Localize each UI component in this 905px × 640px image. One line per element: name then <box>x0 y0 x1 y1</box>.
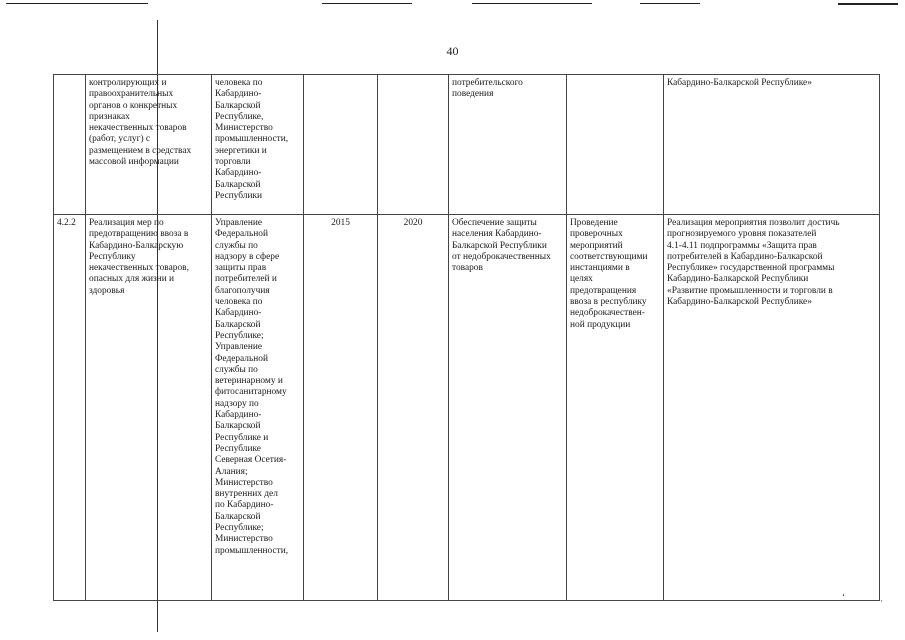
scan-rule-right <box>640 3 700 4</box>
cell-end-year <box>378 75 449 215</box>
cell-link: Кабардино-Балкарской Республике» <box>664 75 880 215</box>
scan-mark: ʻ <box>842 592 845 602</box>
cell-measure: Реализация мер по предотвращению ввоза в Кабардино-Балкарскую Республику некачественных товаров, опасных для жизни и здоровья <box>86 215 212 601</box>
cell-start-year <box>304 75 378 215</box>
page-number: 40 <box>446 44 459 58</box>
cell-mechanism: Проведение проверочных мероприятий соответствующими инстанциями в целях предотвращения ввоза в республику недоброкачествен- ной продукции <box>567 215 664 601</box>
scan-rule-left <box>6 3 148 4</box>
scan-rule-far-right <box>838 3 898 5</box>
program-measures-table <box>53 74 880 601</box>
cell-executors: человека по Кабардино- Балкарской Республике, Министерство промышленности, энергетики и торговли Кабардино- Балкарской Республики <box>212 75 304 215</box>
cell-number <box>54 75 86 215</box>
scan-rule-mid <box>322 3 412 4</box>
table-row <box>54 75 880 215</box>
cell-start-year: 2015 <box>304 215 378 601</box>
cell-link: Реализация мероприятия позволит достичь прогнозируемого уровня показателей 4.1-4.11 подпрограммы «Защита прав потребителей в Кабардино-Балкарской Республике» государственной программы Кабардино-Балкарской Республики «Развитие промышленности и торговли в Кабардино-Балкарской Республике» <box>664 215 880 601</box>
cell-result: Обеспечение защиты населения Кабардино- Балкарской Республики от недоброкачественных товаров <box>449 215 567 601</box>
cell-result: потребительского поведения <box>449 75 567 215</box>
scan-rule-mid2 <box>472 3 592 4</box>
cell-end-year: 2020 <box>378 215 449 601</box>
cell-number: 4.2.2 <box>54 215 86 601</box>
cell-executors: Управление Федеральной службы по надзору в сфере защиты прав потребителей и благополучия человека по Кабардино- Балкарской Республике; Управление Федеральной службы по ветеринарному и фитосанитарному надзору по Кабардино- Балкарской Республике и Республике Северная Осетия- Алания; Министерство внутренних дел по Кабардино- Балкарской Республике; Министерство промышленности, <box>212 215 304 601</box>
table-row <box>54 215 880 601</box>
cell-mechanism <box>567 75 664 215</box>
scan-mark: · <box>880 596 883 606</box>
cell-measure: контролирующих и правоохранительных органов о конкретных признаках некачественных товаров (работ, услуг) с размещением в средствах массовой информации <box>86 75 212 215</box>
